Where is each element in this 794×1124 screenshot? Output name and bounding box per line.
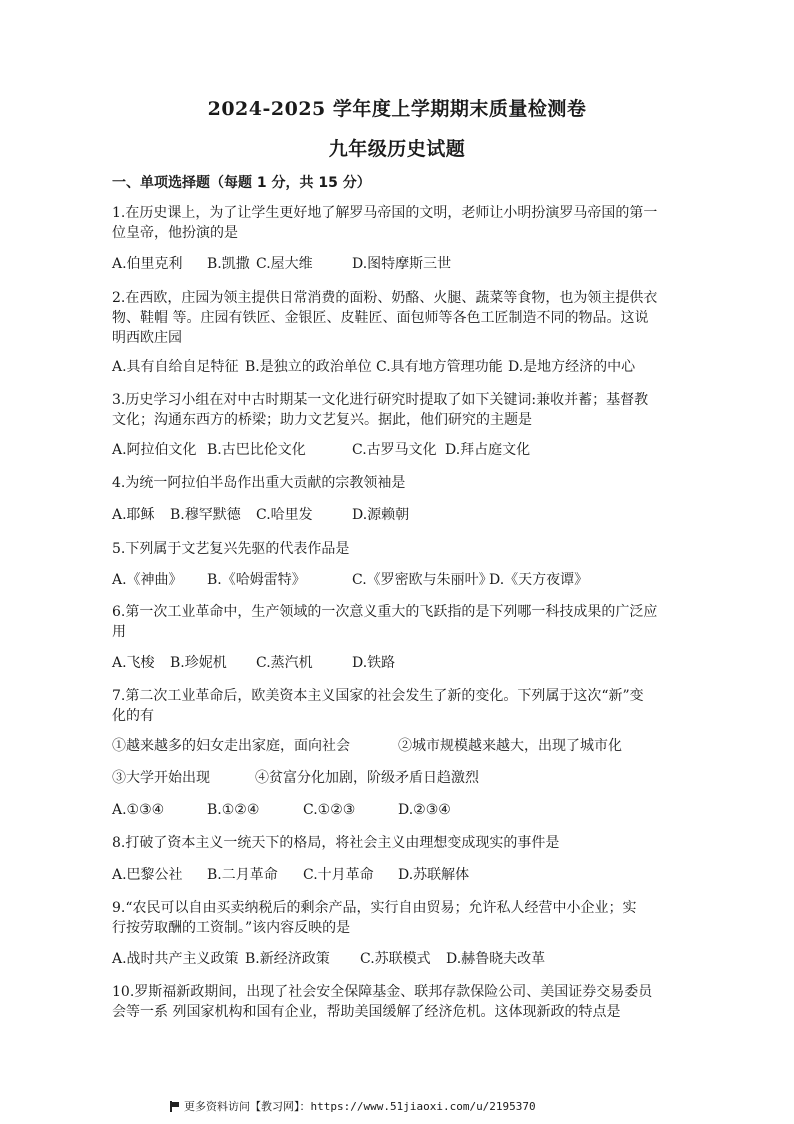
statement-2: ②城市规模越来越大，出现了城市化 [398,738,622,754]
question-7-line-2: 化的有 [112,708,154,724]
option-b: B.二月革命 [207,867,278,883]
option-b: B.凯撒 [207,256,250,272]
option-b: B.是独立的政治单位 [245,359,372,375]
option-d: D.②③④ [398,802,451,818]
question-6-line-2: 用 [112,624,126,640]
question-10-line-2: 会等一系 列国家机构和国有企业，帮助美国缓解了经济危机。这体现新政的特点是 [112,1004,621,1020]
option-c: C.苏联模式 [360,951,431,967]
option-d: D.苏联解体 [398,867,470,883]
question-2-line-1: 2.在西欧，庄园为领主提供日常消费的面粉、奶酪、火腿、蔬菜等食物，也为领主提供衣 [112,290,658,306]
option-a: A.《神曲》 [112,572,183,588]
option-d: D.源赖朝 [352,507,410,523]
option-c: C.蒸汽机 [256,655,313,671]
option-d: D.铁路 [352,655,396,671]
question-2-line-2: 物、鞋帽 等。庄园有铁匠、金银匠、皮鞋匠、面包师等各色工匠制造不同的物品。这说 [112,310,649,326]
statement-1: ①越来越多的妇女走出家庭，面向社会 [112,738,350,754]
option-a: A.耶稣 [112,507,155,523]
option-a: A.具有自给自足特征 [112,359,239,375]
option-d: D.拜占庭文化 [445,442,531,458]
footer [170,1098,536,1114]
flag-icon [170,1101,180,1112]
question-10-line-1: 10.罗斯福新政期间，出现了社会安全保障基金、联邦存款保险公司、美国证券交易委员 [112,984,653,1000]
option-b: B.珍妮机 [170,655,227,671]
option-a: A.伯里克利 [112,256,183,272]
statement-3: ③大学开始出现 [112,770,210,786]
question-6-line-1: 6.第一次工业革命中，生产领域的一次意义重大的飞跃指的是下列哪一科技成果的广泛应 [112,604,658,620]
option-c: C.《罗密欧与朱丽叶》 [352,572,493,588]
question-1-line-2: 位皇帝，他扮演的是 [112,225,238,241]
question-9-line-1: 9.“农民可以自由买卖纳税后的剩余产品，实行自由贸易；允许私人经营中小企业；实 [112,900,637,916]
option-a: A.阿拉伯文化 [112,442,197,458]
footer-link[interactable]: 更多资料访问【教习网】：https://www.51jiaoxi.com/u/2195370 [184,1100,536,1113]
option-c: C.①②③ [303,802,356,818]
option-d: D.《天方夜谭》 [489,572,589,588]
option-d: D.是地方经济的中心 [508,359,636,375]
question-7-line-1: 7.第二次工业革命后，欧美资本主义国家的社会发生了新的变化。下列属于这次“新”变 [112,688,644,704]
option-b: B.古巴比伦文化 [207,442,306,458]
option-b: B.穆罕默德 [170,507,241,523]
option-a: A.①③④ [112,802,165,818]
statement-4: ④贫富分化加剧，阶级矛盾日趋激烈 [255,770,479,786]
question-1-line-1: 1.在历史课上，为了让学生更好地了解罗马帝国的文明，老师让小明扮演罗马帝国的第一 [112,205,658,221]
option-a: A.飞梭 [112,655,155,671]
option-a: A.巴黎公社 [112,867,183,883]
option-c: C.哈里发 [256,507,313,523]
option-c: C.古罗马文化 [352,442,437,458]
question-8-line-1: 8.打破了资本主义一统天下的格局，将社会主义由理想变成现实的事件是 [112,835,560,851]
option-b: B.《哈姆雷特》 [207,572,306,588]
option-b: B.新经济政策 [245,951,330,967]
question-4-line-1: 4.为统一阿拉伯半岛作出重大贡献的宗教领袖是 [112,475,406,491]
option-c: C.具有地方管理功能 [376,359,503,375]
option-b: B.①②④ [207,802,260,818]
option-a: A.战时共产主义政策 [112,951,239,967]
question-3-line-1: 3.历史学习小组在对中古时期某一文化进行研究时提取了如下关键词:兼收并蓄；基督教 [112,392,649,408]
section-title: 一、单项选择题（每题 1 分，共 15 分） [112,175,371,191]
exam-subtitle: 九年级历史试题 [328,138,466,160]
option-c: C.屋大维 [256,256,313,272]
question-9-line-2: 行按劳取酬的工资制。”该内容反映的是 [112,920,351,936]
question-2-line-3: 明西欧庄园 [112,330,182,346]
exam-title: 2024-2025 学年度上学期期末质量检测卷 [207,98,587,120]
question-3-line-2: 文化；沟通东西方的桥梁；助力文艺复兴。据此，他们研究的主题是 [112,412,532,428]
option-c: C.十月革命 [303,867,374,883]
option-d: D.赫鲁晓夫改革 [446,951,546,967]
question-5-line-1: 5.下列属于文艺复兴先驱的代表作品是 [112,541,350,557]
option-d: D.图特摩斯三世 [352,256,452,272]
